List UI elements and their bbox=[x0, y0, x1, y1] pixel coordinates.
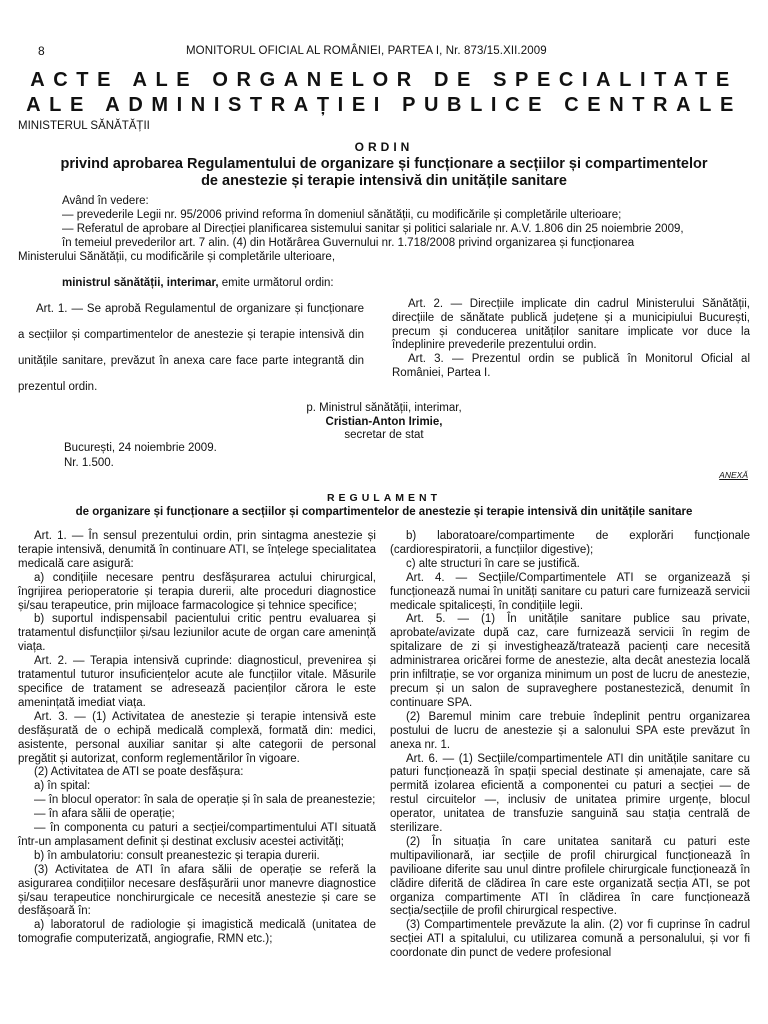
issuer-bold: ministrul sănătății, interimar, bbox=[62, 277, 219, 289]
paragraph: c) alte structuri în care se justifică. bbox=[406, 557, 580, 570]
paragraph: — în afara sălii de operație; bbox=[34, 808, 175, 821]
paragraph: (3) Activitatea de ATI în afara sălii de operație se referă la asigurarea condițiilor necesare desfășurării unor manevre diagnostice și/sau terapeutice nonchirurgicale ce necesită anestezie și care se desfășoară în: bbox=[18, 863, 376, 918]
article-text: Art. 3. — Prezentul ordin se publică în Monitorul Oficial al României, Partea I. bbox=[392, 353, 750, 379]
regulation-heading: REGULAMENT bbox=[326, 492, 442, 504]
preamble bbox=[18, 194, 750, 264]
paragraph: (2) În situația în care unitatea sanitară cu paturi este multipavilionară, iar secțiile de profil chirurgical funcționează în pavilioane diferite sau unul dintre profilele chirurgicale funcționează în clădire diferită de clădirea în care este organizată secția ATI, se pot organiza compartimente ATI în clădirea în care funcționează secția/secțiile de profil chirurgical respective. bbox=[390, 835, 750, 918]
signature-line: p. Ministrul sănătății, interimar, bbox=[306, 402, 462, 414]
paragraph: (3) Compartimentele prevăzute la alin. (2) vor fi cuprinse în cadrul secției ATI a spitalului, cu utilizarea comună a personalului, și vor fi coordonate din punct de vedere profesional bbox=[390, 919, 750, 960]
running-header bbox=[38, 44, 738, 60]
preamble-line: Ministerului Sănătății, cu modificările și completările ulterioare, bbox=[18, 251, 336, 263]
regulation-right-column bbox=[390, 530, 750, 961]
paragraph: b) laboratoare/compartimente de explorări funcționale (cardiorespiratorii, a funcțiilor digestive); bbox=[390, 530, 750, 556]
order-article-1 bbox=[18, 296, 364, 400]
paragraph: b) în ambulatoriu: consult preanestezic și terapia durerii. bbox=[34, 849, 320, 862]
section-title-line2: ALE ADMINISTRAȚIEI PUBLICE CENTRALE bbox=[26, 94, 742, 116]
page-number: 8 bbox=[38, 44, 45, 58]
paragraph: Art. 3. — (1) Activitatea de anestezie și terapie intensivă este desfășurată de o echipă medicală complexă, formată din: medici, asistente, personal auxiliar sanitar și alte categorii de personal pregătit și autorizat, conform reglementărilor în vigoare. bbox=[18, 710, 376, 765]
paragraph: Art. 5. — (1) În unitățile sanitare publice sau private, aprobate/avizate după caz, care furnizează servicii în regim de spitalizare de zi și investighează/tratează pacienți care necesită administrarea oricărei forme de anestezie, alta decât anestezia locală prin infiltrație, se vor organiza minimum un post de lucru de anestezie, precum și un salon de supraveghere postanestezică, denumit în continuare SPA. bbox=[390, 613, 750, 709]
article-text: Art. 1. — Se aprobă Regulamentul de organizare și funcționare a secțiilor și compartimentelor de anestezie și terapie intensivă din unitățile sanitare, prevăzut în anexa care face parte integrantă din prezentul ordin. bbox=[18, 303, 364, 393]
order-title bbox=[30, 156, 738, 190]
place-date: București, 24 noiembrie 2009. bbox=[64, 442, 217, 454]
paragraph: Art. 4. — Secțiile/Compartimentele ATI se organizează și funcționează numai în unități sanitare cu paturi care furnizează servicii medicale spitalicești, în condițiile legii. bbox=[390, 571, 750, 612]
order-heading: ORDIN bbox=[354, 140, 414, 154]
issuer-rest: emite următorul ordin: bbox=[218, 277, 334, 289]
preamble-line: — prevederile Legii nr. 95/2006 privind reforma în domeniul sănătății, cu modificările și completările ulterioare; bbox=[62, 209, 622, 221]
order-articles-2-3 bbox=[392, 298, 750, 381]
paragraph: Art. 2. — Terapia intensivă cuprinde: diagnosticul, prevenirea și tratamentul tuturor insuficiențelor acute ale funcțiilor vitale. Măsurile specifice de tratament se adresează pacienților cărora le este amenințată imediat viața. bbox=[18, 655, 376, 709]
paragraph: (2) Baremul minim care trebuie îndeplinit pentru organizarea postului de lucru de anestezie și a salonului SPA este prevăzut în anexa nr. 1. bbox=[390, 710, 750, 751]
paragraph: (2) Activitatea de ATI se poate desfășura: bbox=[34, 766, 244, 779]
issuer-ministry: MINISTERUL SĂNĂTĂȚII bbox=[18, 120, 150, 132]
issuer-statement bbox=[18, 276, 750, 290]
order-title-line1: privind aprobarea Regulamentului de organizare și funcționare a secțiilor și compartimentelor bbox=[60, 156, 708, 172]
publication-line: MONITORUL OFICIAL AL ROMÂNIEI, PARTEA I, Nr. 873/15.XII.2009 bbox=[186, 45, 547, 57]
paragraph: — în componenta cu paturi a secției/compartimentului ATI situată într-un amplasament definit și destinat exclusiv acestei activități; bbox=[18, 822, 376, 848]
preamble-line: în temeiul prevederilor art. 7 alin. (4) din Hotărârea Guvernului nr. 1.718/2008 privind organizarea și funcționarea bbox=[62, 237, 635, 249]
paragraph: a) laboratorul de radiologie și imagistică medicală (unitatea de tomografie computerizată, angiografie, RMN etc.); bbox=[18, 919, 376, 946]
signatory-role: secretar de stat bbox=[344, 429, 424, 441]
paragraph: a) în spital: bbox=[34, 780, 91, 793]
section-title-line1: ACTE ALE ORGANELOR DE SPECIALITATE bbox=[30, 69, 738, 91]
preamble-line: Având în vedere: bbox=[62, 195, 149, 207]
signatory-name: Cristian-Anton Irimie, bbox=[325, 415, 443, 428]
preamble-line: — Referatul de aprobare al Direcției planificarea sistemului sanitar și politici salariale nr. A.V. 1.806 din 25 noiembrie 2009, bbox=[62, 223, 684, 235]
paragraph: — în blocul operator: în sala de operație și în sala de preanestezie; bbox=[34, 794, 376, 807]
regulation-subtitle: de organizare și funcționare a secțiilor și compartimentelor de anestezie și terapie intensivă din unitățile sanitare bbox=[75, 506, 693, 518]
paragraph: Art. 1. — În sensul prezentului ordin, prin sintagma anestezie și terapie intensivă, denumită în continuare ATI, se înțelege specialitatea medicală care asigură: bbox=[18, 530, 376, 570]
paragraph: Art. 6. — (1) Secțiile/compartimentele ATI din unitățile sanitare cu paturi funcționează în spații special destinate și amenajate, care să permită izolarea eficientă a componentei cu paturi a secției — de restul circuitelor —, inclusiv de unitatea primire urgențe, blocul operator, unitatea de transfuzie sanguină sau stația centrală de sterilizare. bbox=[390, 752, 750, 835]
order-title-line2: de anestezie și terapie intensivă din unitățile sanitare bbox=[201, 173, 567, 189]
regulation-left-column bbox=[18, 530, 376, 947]
annex-label: ANEXĂ bbox=[719, 470, 748, 480]
paragraph: a) condițiile necesare pentru desfășurarea actului chirurgical, îngrijirea perioperatorie și terapia durerii, alte proceduri diagnostice și/sau terapeutice, prin mijloace farmacologice și tehnice specifice; bbox=[18, 571, 376, 612]
order-number: Nr. 1.500. bbox=[64, 457, 114, 469]
article-text: Art. 2. — Direcțiile implicate din cadrul Ministerului Sănătății, direcțiile de sănătate publică județene și a municipiului București, precum și conducerea unităților sanitare implicate vor duce la îndeplinire prevederile prezentului ordin. bbox=[392, 298, 750, 352]
signature-block bbox=[18, 402, 750, 443]
paragraph: b) suportul indispensabil pacientului critic pentru evaluarea și tratamentul disfuncțiilor și/sau leziunilor acute de organ care amenință viața. bbox=[18, 613, 376, 654]
